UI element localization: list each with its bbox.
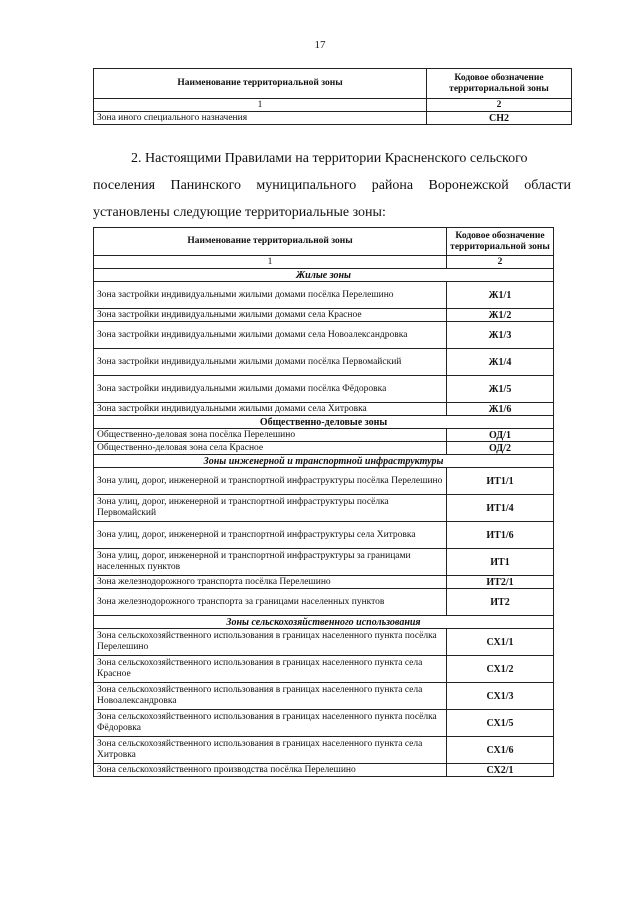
zone-name: Зона застройки индивидуальными жилыми домами посёлка Фёдоровка <box>94 376 447 403</box>
table-row <box>94 403 554 416</box>
table-row <box>94 656 554 683</box>
table-row <box>94 495 554 522</box>
zone-name: Зона улиц, дорог, инженерной и транспортной инфраструктуры за границами населенных пунктов <box>94 549 447 576</box>
zone-code: ИТ2/1 <box>447 576 554 589</box>
zone-code: Ж1/2 <box>447 309 554 322</box>
table-row <box>94 737 554 764</box>
zones-table-top <box>93 68 572 125</box>
zone-code: Ж1/5 <box>447 376 554 403</box>
zone-name: Общественно-деловая зона посёлка Перелешино <box>94 429 447 442</box>
group-row <box>94 455 554 468</box>
table-row <box>94 549 554 576</box>
zone-name: Зона улиц, дорог, инженерной и транспортной инфраструктуры села Хитровка <box>94 522 447 549</box>
zone-code: СХ1/2 <box>447 656 554 683</box>
table-row <box>94 429 554 442</box>
zones-table-main <box>93 227 554 777</box>
table-row <box>94 442 554 455</box>
column-number-2: 2 <box>447 256 554 269</box>
group-title: Зоны инженерной и транспортной инфраструктуры <box>94 455 554 468</box>
table-row <box>94 322 554 349</box>
zone-code: ИТ1 <box>447 549 554 576</box>
zone-code: Ж1/4 <box>447 349 554 376</box>
column-number-2: 2 <box>427 99 572 112</box>
zone-name: Общественно-деловая зона села Красное <box>94 442 447 455</box>
header-zone-code: Кодовое обозначение территориальной зоны <box>447 228 554 256</box>
header-zone-name: Наименование территориальной зоны <box>94 69 427 99</box>
zone-name: Зона сельскохозяйственного использования в границах населенного пункта села Хитровка <box>94 737 447 764</box>
zone-code: ОД/2 <box>447 442 554 455</box>
zone-name: Зона улиц, дорог, инженерной и транспортной инфраструктуры посёлка Первомайский <box>94 495 447 522</box>
group-row <box>94 616 554 629</box>
column-number-1: 1 <box>94 256 447 269</box>
zone-name: Зона застройки индивидуальными жилыми домами посёлка Первомайский <box>94 349 447 376</box>
zone-name: Зона сельскохозяйственного использования в границах населенного пункта посёлка Фёдоровка <box>94 710 447 737</box>
table-row <box>94 589 554 616</box>
column-number-1: 1 <box>94 99 427 112</box>
page-number: 17 <box>314 39 326 51</box>
zone-name: Зона застройки индивидуальными жилыми домами села Хитровка <box>94 403 447 416</box>
group-title: Жилые зоны <box>94 269 554 282</box>
zone-name: Зона застройки индивидуальными жилыми домами посёлка Перелешино <box>94 282 447 309</box>
table-row <box>94 309 554 322</box>
zone-name: Зона сельскохозяйственного производства посёлка Перелешино <box>94 764 447 777</box>
paragraph-line-3: установлены следующие территориальные зоны: <box>93 205 386 220</box>
group-row <box>94 269 554 282</box>
zone-code: ИТ1/1 <box>447 468 554 495</box>
zone-code: ОД/1 <box>447 429 554 442</box>
zone-name: Зона застройки индивидуальными жилыми домами села Новоалександровка <box>94 322 447 349</box>
column-number-row <box>94 256 554 269</box>
zone-code: СН2 <box>427 112 572 125</box>
zone-name: Зона сельскохозяйственного использования в границах населенного пункта села Новоалександровка <box>94 683 447 710</box>
zone-code: СХ2/1 <box>447 764 554 777</box>
zone-code: СХ1/5 <box>447 710 554 737</box>
group-title: Зоны сельскохозяйственного использования <box>94 616 554 629</box>
table-row <box>94 683 554 710</box>
table-row <box>94 764 554 777</box>
table-row <box>94 522 554 549</box>
zone-name: Зона сельскохозяйственного использования в границах населенного пункта села Красное <box>94 656 447 683</box>
zone-code: Ж1/6 <box>447 403 554 416</box>
zone-name: Зона иного специального назначения <box>94 112 427 125</box>
paragraph-line-1: 2. Настоящими Правилами на территории Красненского сельского <box>131 151 528 166</box>
table-header-row <box>94 228 554 256</box>
zone-name: Зона железнодорожного транспорта посёлка Перелешино <box>94 576 447 589</box>
zone-code: Ж1/3 <box>447 322 554 349</box>
table-row <box>94 112 572 125</box>
table-row <box>94 468 554 495</box>
table-row <box>94 282 554 309</box>
header-zone-name: Наименование территориальной зоны <box>94 228 447 256</box>
paragraph-line-2: поселения Панинского муниципального района Воронежской области <box>93 178 571 193</box>
zone-code: СХ1/6 <box>447 737 554 764</box>
table-row <box>94 376 554 403</box>
header-zone-code: Кодовое обозначение территориальной зоны <box>427 69 572 99</box>
zone-code: ИТ2 <box>447 589 554 616</box>
group-title: Общественно-деловые зоны <box>94 416 554 429</box>
zone-code: СХ1/1 <box>447 629 554 656</box>
zone-code: ИТ1/6 <box>447 522 554 549</box>
zone-name: Зона сельскохозяйственного использования в границах населенного пункта посёлка Перелешино <box>94 629 447 656</box>
table-row <box>94 576 554 589</box>
table-row <box>94 349 554 376</box>
table-row <box>94 629 554 656</box>
zone-name: Зона улиц, дорог, инженерной и транспортной инфраструктуры посёлка Перелешино <box>94 468 447 495</box>
zone-code: СХ1/3 <box>447 683 554 710</box>
zone-name: Зона железнодорожного транспорта за границами населенных пунктов <box>94 589 447 616</box>
zone-code: Ж1/1 <box>447 282 554 309</box>
zone-code: ИТ1/4 <box>447 495 554 522</box>
group-row <box>94 416 554 429</box>
table-row <box>94 710 554 737</box>
zone-name: Зона застройки индивидуальными жилыми домами села Красное <box>94 309 447 322</box>
